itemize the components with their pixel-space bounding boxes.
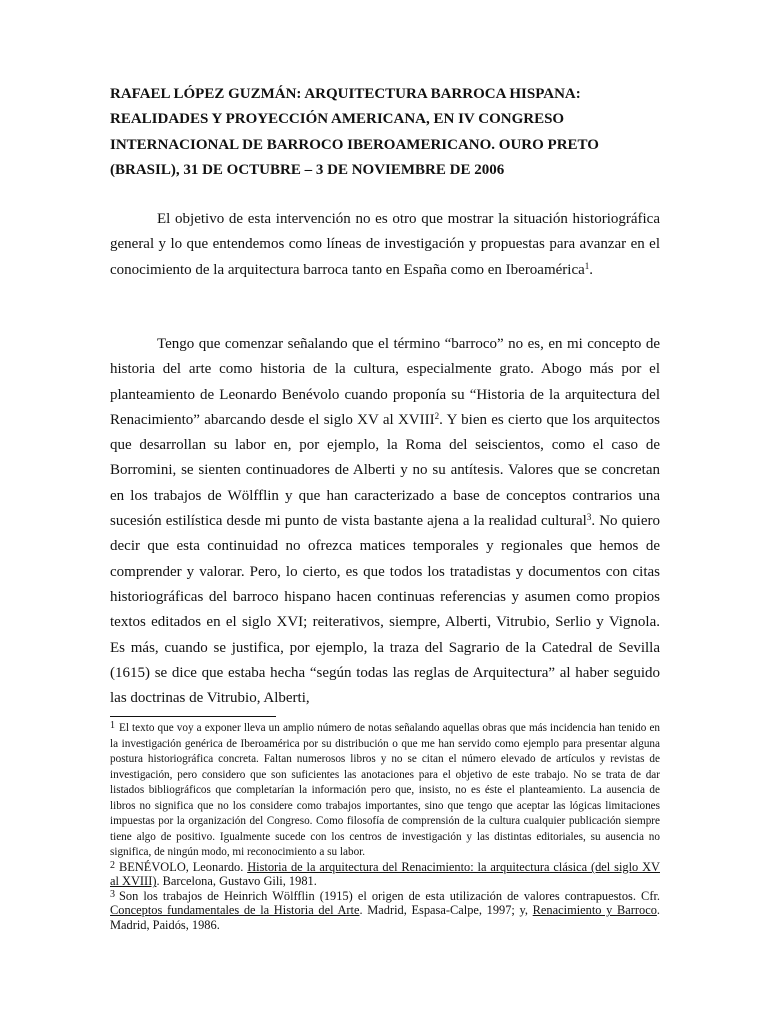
footnote-book-title: Renacimiento y Barroco [532, 903, 657, 918]
paragraph-end: . [589, 261, 594, 278]
footnote-number: 2 [110, 859, 115, 871]
footnote-ref-3[interactable]: 3 [586, 512, 592, 523]
footnote-ref-2[interactable]: 2 [434, 410, 440, 421]
footnote-prefix: Son los trabajos de Heinrich Wölfflin (1915) el origen de esta utilización de valores contrapuestos. Cfr. [119, 888, 660, 903]
footnote-suffix: . Madrid, Paidós, 1986. [110, 903, 660, 932]
footnote-middle: . Madrid, Espasa-Calpe, 1997; y, [359, 903, 533, 918]
footnote-2 [110, 860, 660, 889]
footnote-suffix: . Barcelona, Gustavo Gili, 1981. [156, 874, 317, 889]
paragraph-text: El objetivo de esta intervención no es otro que mostrar la situación historiográfica general y lo que entendemos como líneas de investigación y propuestas para avanzar en el conocimiento de la arquitectura barroca tanto en España como en Iberoamérica [110, 211, 660, 278]
footnote-separator [110, 716, 276, 717]
paragraph-intro [110, 207, 660, 283]
footnote-prefix: BENÉVOLO, Leonardo. [119, 859, 248, 874]
footnote-book-title: Conceptos fundamentales de la Historia del Arte [110, 903, 360, 918]
footnote-book-title: Historia de la arquitectura del Renacimiento: la arquitectura clásica (del siglo XV al XVIII) [110, 859, 660, 889]
footnotes [110, 720, 660, 932]
paragraph-text-part1: Tengo que comenzar señalando que el término “barroco” no es, en mi concepto de historia del arte como historia de la cultura, especialmente grato. Abogo más por el planteamiento de Leonardo Benévolo cuando proponía su “Historia de la arquitectura del Renacimiento” abarcando desde el siglo XV al XVIII [110, 336, 660, 428]
footnote-ref-1[interactable]: 1 [584, 260, 590, 271]
paragraph-text-part2: . Y bien es cierto que los arquitectos que desarrollan su labor en, por ejemplo, la Roma del seiscientos, como el caso de Borromini, se sienten continuadores de Alberti y no su antítesis. Valores que se concretan en los trabajos de Wölfflin y que han caracterizado a base de conceptos contrarios una sucesión estilística desde mi punto de vista bastante ajena a la realidad cultural [110, 411, 661, 530]
footnote-1 [110, 720, 660, 860]
document-title: RAFAEL LÓPEZ GUZMÁN: ARQUITECTURA BARROCA HISPANA: REALIDADES Y PROYECCIÓN AMERICANA, EN IV CONGRESO INTERNACIONAL DE BARROCO IBEROAMERICANO. OURO PRETO (BRASIL), 31 DE OCTUBRE – 3 DE NOVIEMBRE DE 2006 [110, 86, 599, 178]
footnote-number: 1 [110, 720, 115, 731]
footnote-3 [110, 889, 660, 932]
paragraph-barroco [110, 332, 660, 711]
paragraph-text-part3: . No quiero decir que esta continuidad no ofrezca matices temporales y regionales que hemos de comprender y valorar. Pero, lo cierto, es que todos los tratadistas y documentos con citas historiográficas del barroco hispano hacen continuas referencias y asumen como propios textos editados en el siglo XVI; reiterativos, siempre, Alberti, Vitrubio, Serlio y Vignola. Es más, cuando se justifica, por ejemplo, la traza del Sagrario de la Catedral de Sevilla (1615) se dice que estaba hecha “según todas las reglas de Arquitectura” al haber seguido las doctrinas de Vitrubio, Alberti, [110, 513, 660, 707]
footnote-text: El texto que voy a exponer lleva un amplio número de notas señalando aquellas obras que más incidencia han tenido en la investigación genérica de Iberoamérica por su distribución o que me han servido como ejemplo para presentar alguna postura historiográfica concreta. Faltan numerosos libros y no se citan el número elevado de artículos y revistas de investigación, pero considero que son suficientes las anotaciones para el objetivo de este trabajo. No se trata de dar listados bibliográficos que completarían la información pero que, insisto, no es éste el planteamiento. La ausencia de libros no significa que no los considere como trabajos importantes, sino que tengo que aceptar las lógicas limitaciones impuestas por la organización del Congreso. Como filosofía de comprensión de la cultura cualquier publicación siempre tiene algo de positivo. Igualmente sucede con los centros de investigación y las distintas editoriales, su ausencia no significa, de ningún modo, mi reconocimiento a su labor. [110, 722, 660, 859]
footnote-number: 3 [110, 888, 115, 900]
